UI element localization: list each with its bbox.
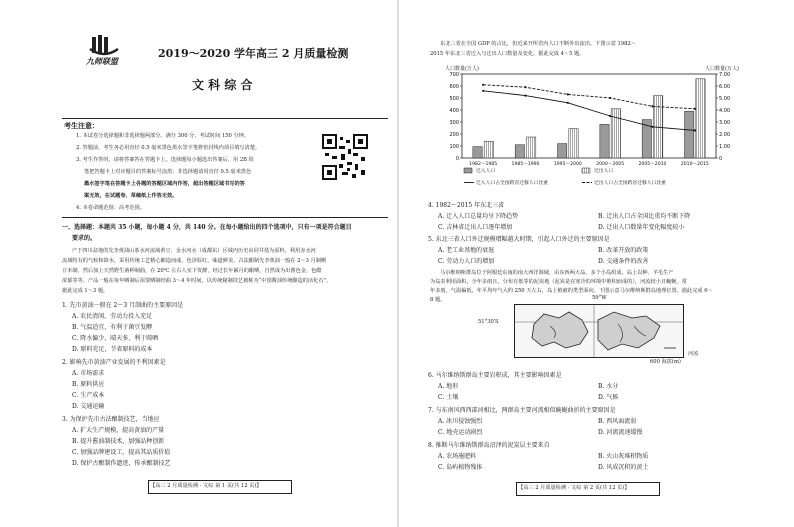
option: D. 交通运输 (72, 403, 105, 410)
x-tick-label: 2010～2015 (680, 162, 709, 167)
x-tick-label: 2000～2005 (596, 162, 625, 167)
y-tick-label-left: 0 (455, 155, 459, 162)
question-stem: 1. 先市黄油一般在 2～3 月制曲的主要原因是 (62, 302, 184, 309)
option: D. 河流流速缓慢 (598, 429, 643, 436)
bar (569, 129, 578, 158)
option: A. 冰川侵蚀强烈 (438, 418, 483, 425)
series-line (483, 91, 695, 131)
y-tick-label-right: 5.00 (719, 95, 731, 102)
y-tick-label-right: 3.00 (719, 119, 731, 126)
line-point (694, 108, 696, 110)
logo-icon (84, 35, 124, 57)
x-tick-label: 2005～2010 (638, 162, 667, 167)
option: A. 农民清闲，劳动力投入充足 (72, 313, 153, 320)
notice-line: 案无效，在试题卷、草稿纸上作答无效。 (84, 193, 178, 199)
y-tick-label-right: 4.00 (719, 107, 731, 114)
y-tick-label-right: 2.00 (719, 131, 731, 138)
right-page (400, 0, 794, 527)
option: B. 原料供应 (72, 381, 105, 388)
map-latitude: 51°30′S (478, 319, 499, 325)
notice-bottom-rule (62, 217, 388, 218)
option: C. 加强品牌建设工，提高其品质价值 (72, 449, 171, 456)
notice-line: 笔把答题卡上对应题目的答案标号涂黑；非选择题请用直径 0.5 毫米黑色 (84, 169, 252, 175)
option: B. 迁出人口占全国比重均不断下降 (598, 213, 691, 220)
question-stem: 8. 推断马尔维纳斯群岛沼泽的泥炭层主要来自 (428, 442, 550, 449)
qr-code (322, 134, 368, 180)
line-point (482, 84, 484, 86)
notice-line: 1. 本试卷分选择题和非选择题两部分。满分 300 分，考试时间 150 分钟。 (76, 133, 250, 139)
bar (527, 137, 536, 158)
y-tick-label-left: 300 (449, 119, 459, 126)
legend-swatch (464, 168, 472, 173)
question-stem: 4. 1982～2015 年东北三省 (428, 202, 505, 209)
line-point (524, 86, 526, 88)
y-tick-label-right: 7.00 (719, 71, 731, 78)
bar (484, 141, 493, 158)
passage-line: 豆本制，然后加上天然野生菌种制曲，在 20℃ 左右人室下发酵，经过长年累月的酿晒，自然成为出酱色金，色酷 (62, 268, 322, 274)
notice-title: 考生注意： (64, 121, 99, 130)
line-point (524, 95, 526, 97)
section-title: 一、选择题：本题共 35 小题，每小题 4 分，共 140 分。在每小题给出的四个选项中，只有一项是符合题目 (62, 224, 352, 231)
y-tick-label-left: 400 (449, 107, 459, 114)
option: D. 迁出人口数量年变化幅度较小 (598, 224, 685, 231)
intro-line: 东北三省在全国 GDP 的占比，但近来开所省内人口不断外出流出。下图示意 1982～ (440, 41, 636, 47)
option: B. 提升酱油制技术，加强品种创新 (72, 438, 165, 445)
page-footer-text: 【高三 2 月质量检测 · 文综 第 1 页(共 12 页)】 (150, 483, 262, 489)
option: A. 老工业基地的衰退 (438, 247, 495, 254)
y-axis-label-left: 人口数量(万人) (445, 66, 479, 72)
line-point (609, 115, 611, 117)
option: B. 气温适宜，有利于菌豆发酵 (72, 324, 153, 331)
x-tick-label: 1995～2000 (553, 162, 582, 167)
notice-line: 墨水签字笔在答题卡上各题的答题区域内作答，超出答题区域书写的答 (84, 181, 245, 187)
y-tick-label-left: 600 (449, 83, 459, 90)
island-map (478, 295, 700, 366)
passage-line: 马尔维纳斯群岛位于阿根廷东南的南大西洋海域，由东西两大岛、多个小岛组成，岛上以种、羊毛生产 (440, 270, 674, 276)
passage-line: 年多雨，气温偏低，年平均年气大约 250 天左右，岛上植被的类型面向。下图示意马尔维纳斯群岛地理位置。据此完成 6～ (430, 288, 713, 294)
option: C. 降水偏少，晴天多，利于晾晒 (72, 335, 159, 342)
option: D. 交通条件的改善 (598, 258, 649, 265)
page-fold (397, 0, 399, 527)
option: C. 土壤 (438, 394, 459, 401)
question-stem: 3. 为保护先市古法酿制技艺，当地应 (62, 416, 160, 423)
y-tick-label-right: 0 (719, 155, 723, 162)
bar (685, 111, 694, 158)
y-tick-label-right: 1.00 (719, 143, 731, 150)
passage-line: 8 题。 (430, 297, 446, 303)
option: D. 风成沉积的黄土 (598, 464, 649, 471)
legend-label: 迁入人口 (476, 169, 496, 174)
logo (84, 35, 124, 65)
option: B. 水分 (598, 383, 619, 390)
question-stem: 7. 与东南风西西部河相比，两群岛主要河流相似蜿蜒曲折的主要原因是 (428, 407, 616, 414)
notice-line: 4. 本卷命题范围：高考范围。 (76, 205, 145, 211)
line-point (694, 129, 696, 131)
line-point (567, 93, 569, 95)
intro-line: 2015 年东北三省迁入与迁出人口数量及变化。据此完成 4～5 题。 (430, 51, 585, 57)
legend-label: 迁出人口占全国跨省迁移人口比重 (594, 181, 666, 186)
option: D. 保护古酿制作遗迹，传承酿制技艺 (72, 460, 171, 467)
series-line (483, 85, 695, 109)
option: D. 气候 (598, 394, 619, 401)
option: D. 原料充足，节省原料的成本 (72, 346, 153, 353)
y-tick-label-right: 6.00 (719, 83, 731, 90)
y-tick-label-left: 500 (449, 95, 459, 102)
option: C. 生产成本 (72, 392, 105, 399)
subject-title: 文 科 综 合 (192, 78, 253, 92)
question-stem: 6. 马尔维纳斯群岛主要岩积成，其主要影响因素是 (428, 372, 562, 379)
passage-line: 流域特有的气候和降水，采用传统工艺精心酿造而成，色泽棕红，味道鲜美。古法酿制先李黄油一般在 2～3 月制晒 (62, 258, 327, 264)
line-point (651, 126, 653, 128)
x-tick-label: 1982～1985 (469, 162, 498, 167)
map-longitude: 59°W (592, 295, 607, 301)
logo-text: 九师联盟 (86, 56, 118, 66)
map-legend-elevation: 600 海拔(m) (650, 359, 681, 365)
passage-line: 据此完成 1～3 题。 (62, 288, 109, 294)
passage-line: 为岛农利用面积，全年多雨且，分布有低等的泥炭地（泥炭是在寒冷的环境中堆积而成的），河流较小且蜿蜒，常 (430, 279, 687, 285)
line-point (482, 90, 484, 92)
migration-chart (426, 62, 756, 200)
exam-title: 2019～2020 学年高三 2 月质量检测 (158, 47, 349, 60)
line-point (567, 102, 569, 104)
option: A. 扩大生产规模，提高黄油的产量 (72, 427, 165, 434)
page-footer-text: 【高三 2 月质量检测 · 文综 第 2 页(共 12 页)】 (518, 485, 630, 491)
bar (473, 147, 482, 158)
passage-line: 浓郁等等。产品一般在每年晒制后需要晒制经曲 3～4 年时间，以传统秘制技艺被称为“中国酱油传统酿造的活化石”， (62, 278, 332, 284)
legend-label: 迁出人口 (594, 169, 614, 174)
y-tick-label-left: 700 (449, 71, 459, 78)
notice-top-rule (62, 118, 388, 119)
option: C. 岛屿植物残体 (438, 464, 483, 471)
bar (696, 79, 705, 158)
notice-line: 3. 考生作答时，请将答案答在答题卡上。选择题每小题选出答案后，用 2B 铅 (76, 157, 254, 163)
legend-swatch (582, 168, 590, 173)
map-legend-river: 河流 (688, 351, 699, 357)
legend-label: 迁入人口占全国跨省迁移人口比重 (476, 181, 548, 186)
option: A. 迁入人口总量均呈下降趋势 (438, 213, 519, 220)
option: B. 火山灰堆积物质 (598, 453, 649, 460)
question-stem: 5. 东北三省人口外迁规模增幅越大时期，引起人口外迁的主要原因是 (428, 236, 610, 243)
x-tick-label: 1985～1990 (511, 162, 540, 167)
y-axis-label-right: 人口数量(万人) (705, 66, 739, 72)
section-title-cont: 要求的。 (72, 235, 97, 242)
bar (515, 145, 524, 158)
plot-frame (462, 74, 716, 158)
option: A. 地形 (438, 383, 459, 390)
option: B. 西风面流弱 (598, 418, 637, 425)
line-point (651, 105, 653, 107)
passage-line: 产于四川盆地的先李黄油山茶水河流域黄豆、金水河水（成都东）区域内历史由同井盐为原料，利用赤水河 (72, 248, 316, 254)
option: C. 吉林省迁出人口逐年增加 (438, 224, 513, 231)
line-point (609, 97, 611, 99)
option: C. 地壳运动剧烈 (438, 429, 483, 436)
y-tick-label-left: 200 (449, 131, 459, 138)
option: B. 改革开放的政策 (598, 247, 649, 254)
bar (558, 144, 567, 158)
bar (600, 124, 609, 158)
island-map-graphic (514, 304, 684, 358)
option: C. 劳动力人口的增加 (438, 258, 495, 265)
notice-line: 2. 答题前，考生务必用直径 0.5 毫米黑色墨水签字笔将密封线内项目填写清楚。 (76, 145, 261, 151)
option: A. 市场需求 (72, 370, 105, 377)
option: A. 农场施肥料 (438, 453, 477, 460)
question-stem: 2. 影响先市黄油产业发展的不利因素是 (62, 359, 166, 366)
y-tick-label-left: 100 (449, 143, 459, 150)
